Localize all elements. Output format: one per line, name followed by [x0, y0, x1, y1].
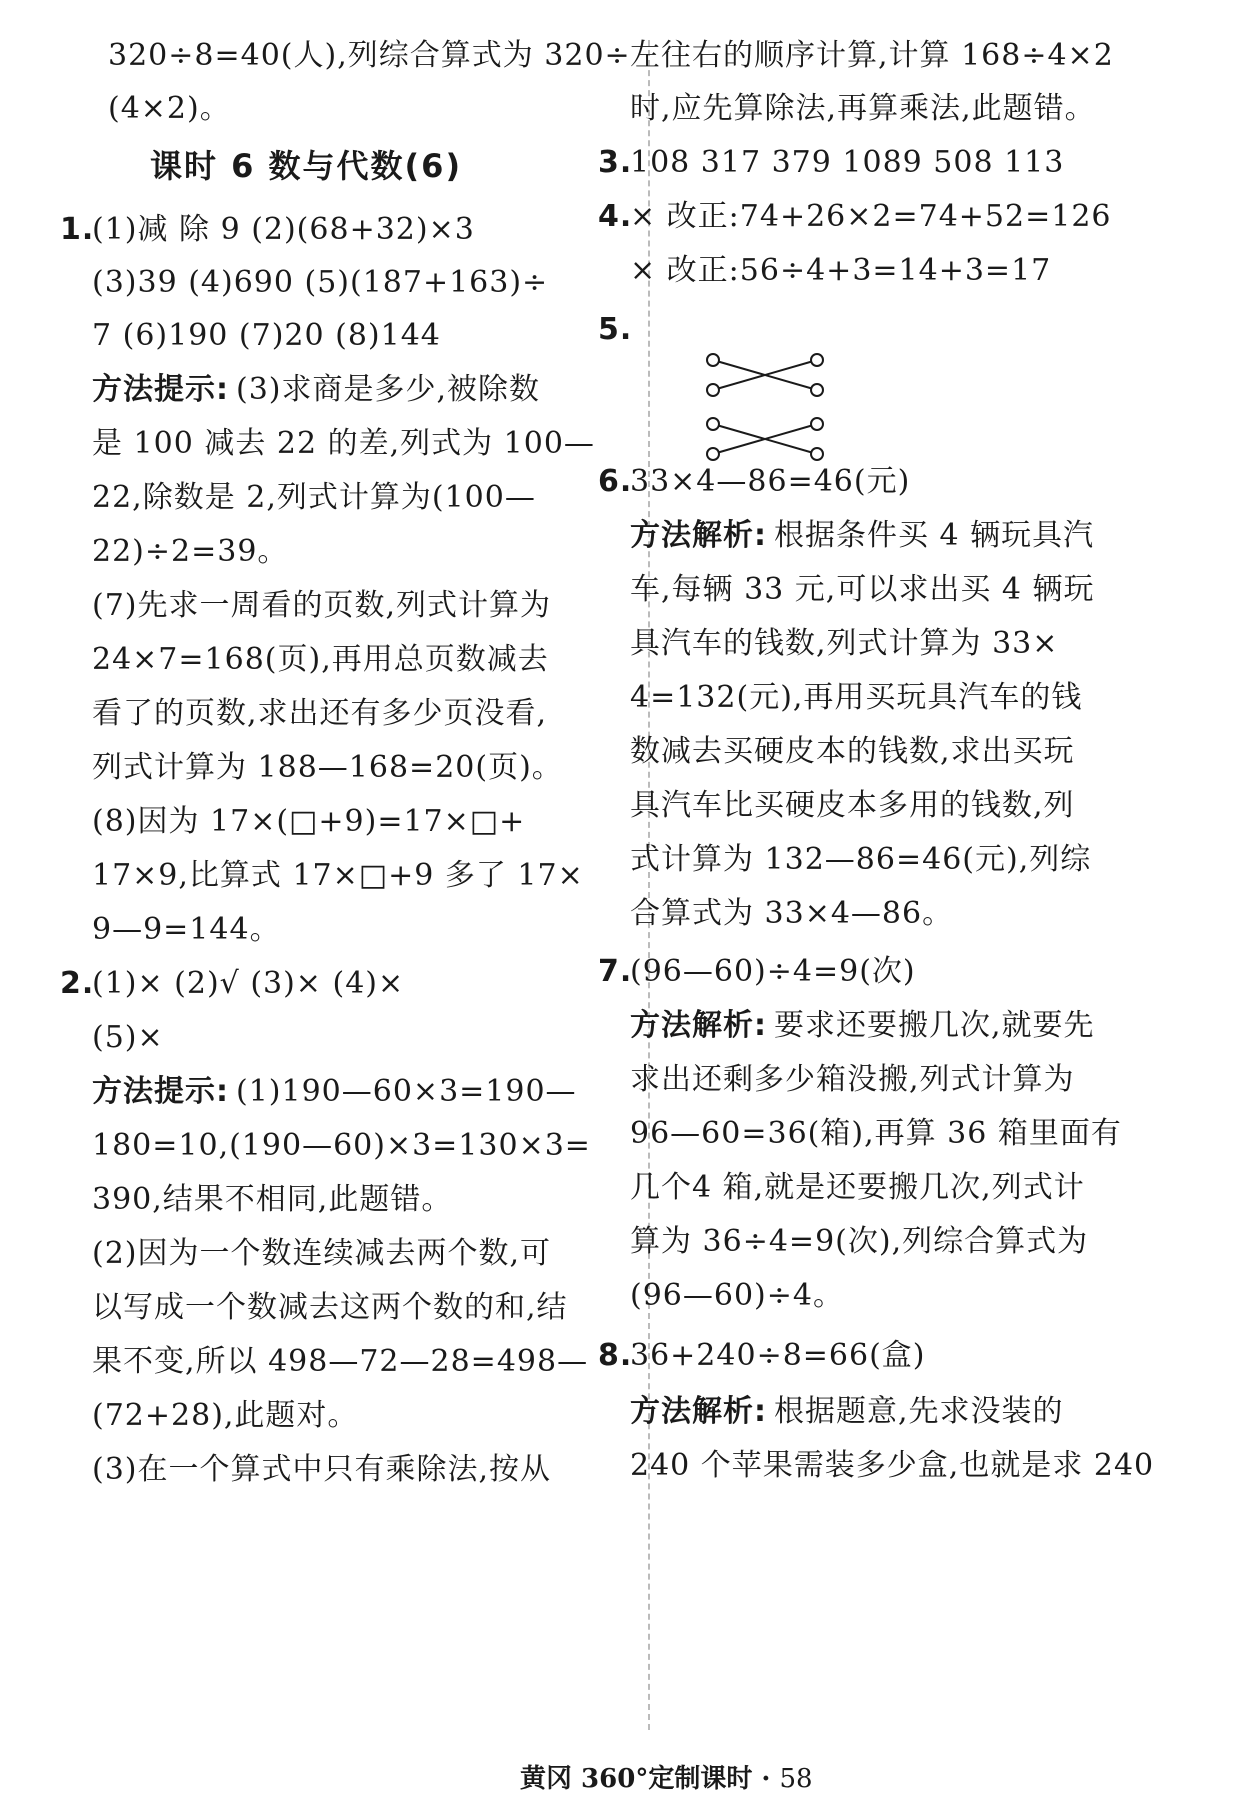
method-analysis-label: 方法解析:	[630, 1394, 767, 1429]
text-line: 果不变,所以 498—72—28=498—	[92, 1344, 589, 1379]
text-line: 算为 36÷4=9(次),列综合算式为	[630, 1224, 1089, 1259]
text-line: 式计算为 132—86=46(元),列综	[630, 842, 1092, 877]
text-line: 左往右的顺序计算,计算 168÷4×2	[630, 38, 1114, 73]
text-line: 4=132(元),再用买玩具汽车的钱	[630, 680, 1083, 715]
match-dot	[811, 384, 823, 396]
text-line: 根据题意,先求没装的	[774, 1394, 1064, 1429]
text-line: (2)因为一个数连续减去两个数,可	[92, 1236, 552, 1271]
match-dot	[707, 448, 719, 460]
text-line: 看了的页数,求出还有多少页没看,	[92, 696, 548, 731]
text-line: 几个4 箱,就是还要搬几次,列式计	[630, 1170, 1085, 1205]
text-line: 根据条件买 4 辆玩具汽	[774, 518, 1095, 553]
text-line: 320÷8=40(人),列综合算式为 320÷	[108, 38, 631, 73]
text-line: (5)×	[92, 1020, 164, 1055]
text-line: (3)在一个算式中只有乘除法,按从	[92, 1452, 552, 1487]
text-line: (3)39 (4)690 (5)(187+163)÷	[92, 265, 549, 300]
text-line: (8)因为 17×(□+9)=17×□+	[92, 804, 526, 839]
text-line: 是 100 减去 22 的差,列式为 100—	[92, 426, 595, 461]
text-line: 96—60=36(箱),再算 36 箱里面有	[630, 1116, 1122, 1151]
text-line: (96—60)÷4=9(次)	[630, 954, 916, 989]
text-line: 具汽车比买硬皮本多用的钱数,列	[630, 788, 1075, 823]
question-number: 1.	[60, 212, 95, 247]
text-line: 以写成一个数减去这两个数的和,结	[92, 1290, 568, 1325]
text-line: 240 个苹果需装多少盒,也就是求 240	[630, 1448, 1155, 1483]
text-line: (1)× (2)√ (3)× (4)×	[92, 966, 405, 1001]
text-line: 合算式为 33×4—86。	[630, 896, 954, 931]
text-line: 24×7=168(页),再用总页数减去	[92, 642, 549, 677]
text-line: 22)÷2=39。	[92, 534, 289, 569]
match-dot	[707, 354, 719, 366]
section-title: 课时 6 数与代数(6)	[150, 147, 463, 185]
method-analysis-label: 方法解析:	[630, 1008, 767, 1043]
match-dot	[811, 418, 823, 430]
method-tip-label: 方法提示:	[92, 372, 229, 407]
text-line: 车,每辆 33 元,可以求出买 4 辆玩	[630, 572, 1095, 607]
text-line: 33×4—86=46(元)	[630, 464, 911, 499]
text-line: × 改正:56÷4+3=14+3=17	[630, 253, 1052, 288]
text-line: 7 (6)190 (7)20 (8)144	[92, 318, 441, 353]
text-line: 求出还剩多少箱没搬,列式计算为	[630, 1062, 1075, 1097]
text-line: 108 317 379 1089 508 113	[630, 145, 1065, 180]
footer-brand: 黄冈 360°定制课时	[520, 1764, 753, 1794]
question-number: 6.	[598, 464, 633, 499]
text-line: (1)190—60×3=190—	[236, 1074, 577, 1109]
text-line: 17×9,比算式 17×□+9 多了 17×	[92, 858, 584, 893]
match-dot	[707, 418, 719, 430]
footer-separator: ·	[761, 1764, 771, 1794]
matching-lines-diagram	[705, 352, 835, 462]
text-line: 9—9=144。	[92, 912, 281, 947]
text-line: (4×2)。	[108, 91, 231, 126]
question-number: 7.	[598, 954, 633, 989]
text-line: 180=10,(190—60)×3=130×3=	[92, 1128, 591, 1163]
text-line: 具汽车的钱数,列式计算为 33×	[630, 626, 1059, 661]
method-tip-label: 方法提示:	[92, 1074, 229, 1109]
method-analysis-label: 方法解析:	[630, 518, 767, 553]
question-number: 2.	[60, 966, 95, 1001]
match-dot	[811, 448, 823, 460]
question-number: 8.	[598, 1338, 633, 1373]
match-dot	[707, 384, 719, 396]
question-number: 5.	[598, 312, 633, 347]
text-line: × 改正:74+26×2=74+52=126	[630, 199, 1112, 234]
text-line: 390,结果不相同,此题错。	[92, 1182, 453, 1217]
text-line: 要求还要搬几次,就要先	[774, 1008, 1095, 1043]
text-line: 数减去买硬皮本的钱数,求出买玩	[630, 734, 1075, 769]
question-number: 3.	[598, 145, 633, 180]
page-number: 58	[779, 1764, 813, 1794]
text-line: (7)先求一周看的页数,列式计算为	[92, 588, 552, 623]
text-line: 列式计算为 188—168=20(页)。	[92, 750, 563, 785]
text-line: (3)求商是多少,被除数	[236, 372, 541, 407]
question-number: 4.	[598, 199, 633, 234]
text-line: 22,除数是 2,列式计算为(100—	[92, 480, 536, 515]
text-line: (1)减 除 9 (2)(68+32)×3	[92, 212, 475, 247]
text-line: 时,应先算除法,再算乘法,此题错。	[630, 91, 1096, 126]
match-dot	[811, 354, 823, 366]
text-line: 36+240÷8=66(盒)	[630, 1338, 926, 1373]
text-line: (72+28),此题对。	[92, 1398, 359, 1433]
page-footer	[520, 1758, 813, 1795]
text-line: (96—60)÷4。	[630, 1278, 844, 1313]
